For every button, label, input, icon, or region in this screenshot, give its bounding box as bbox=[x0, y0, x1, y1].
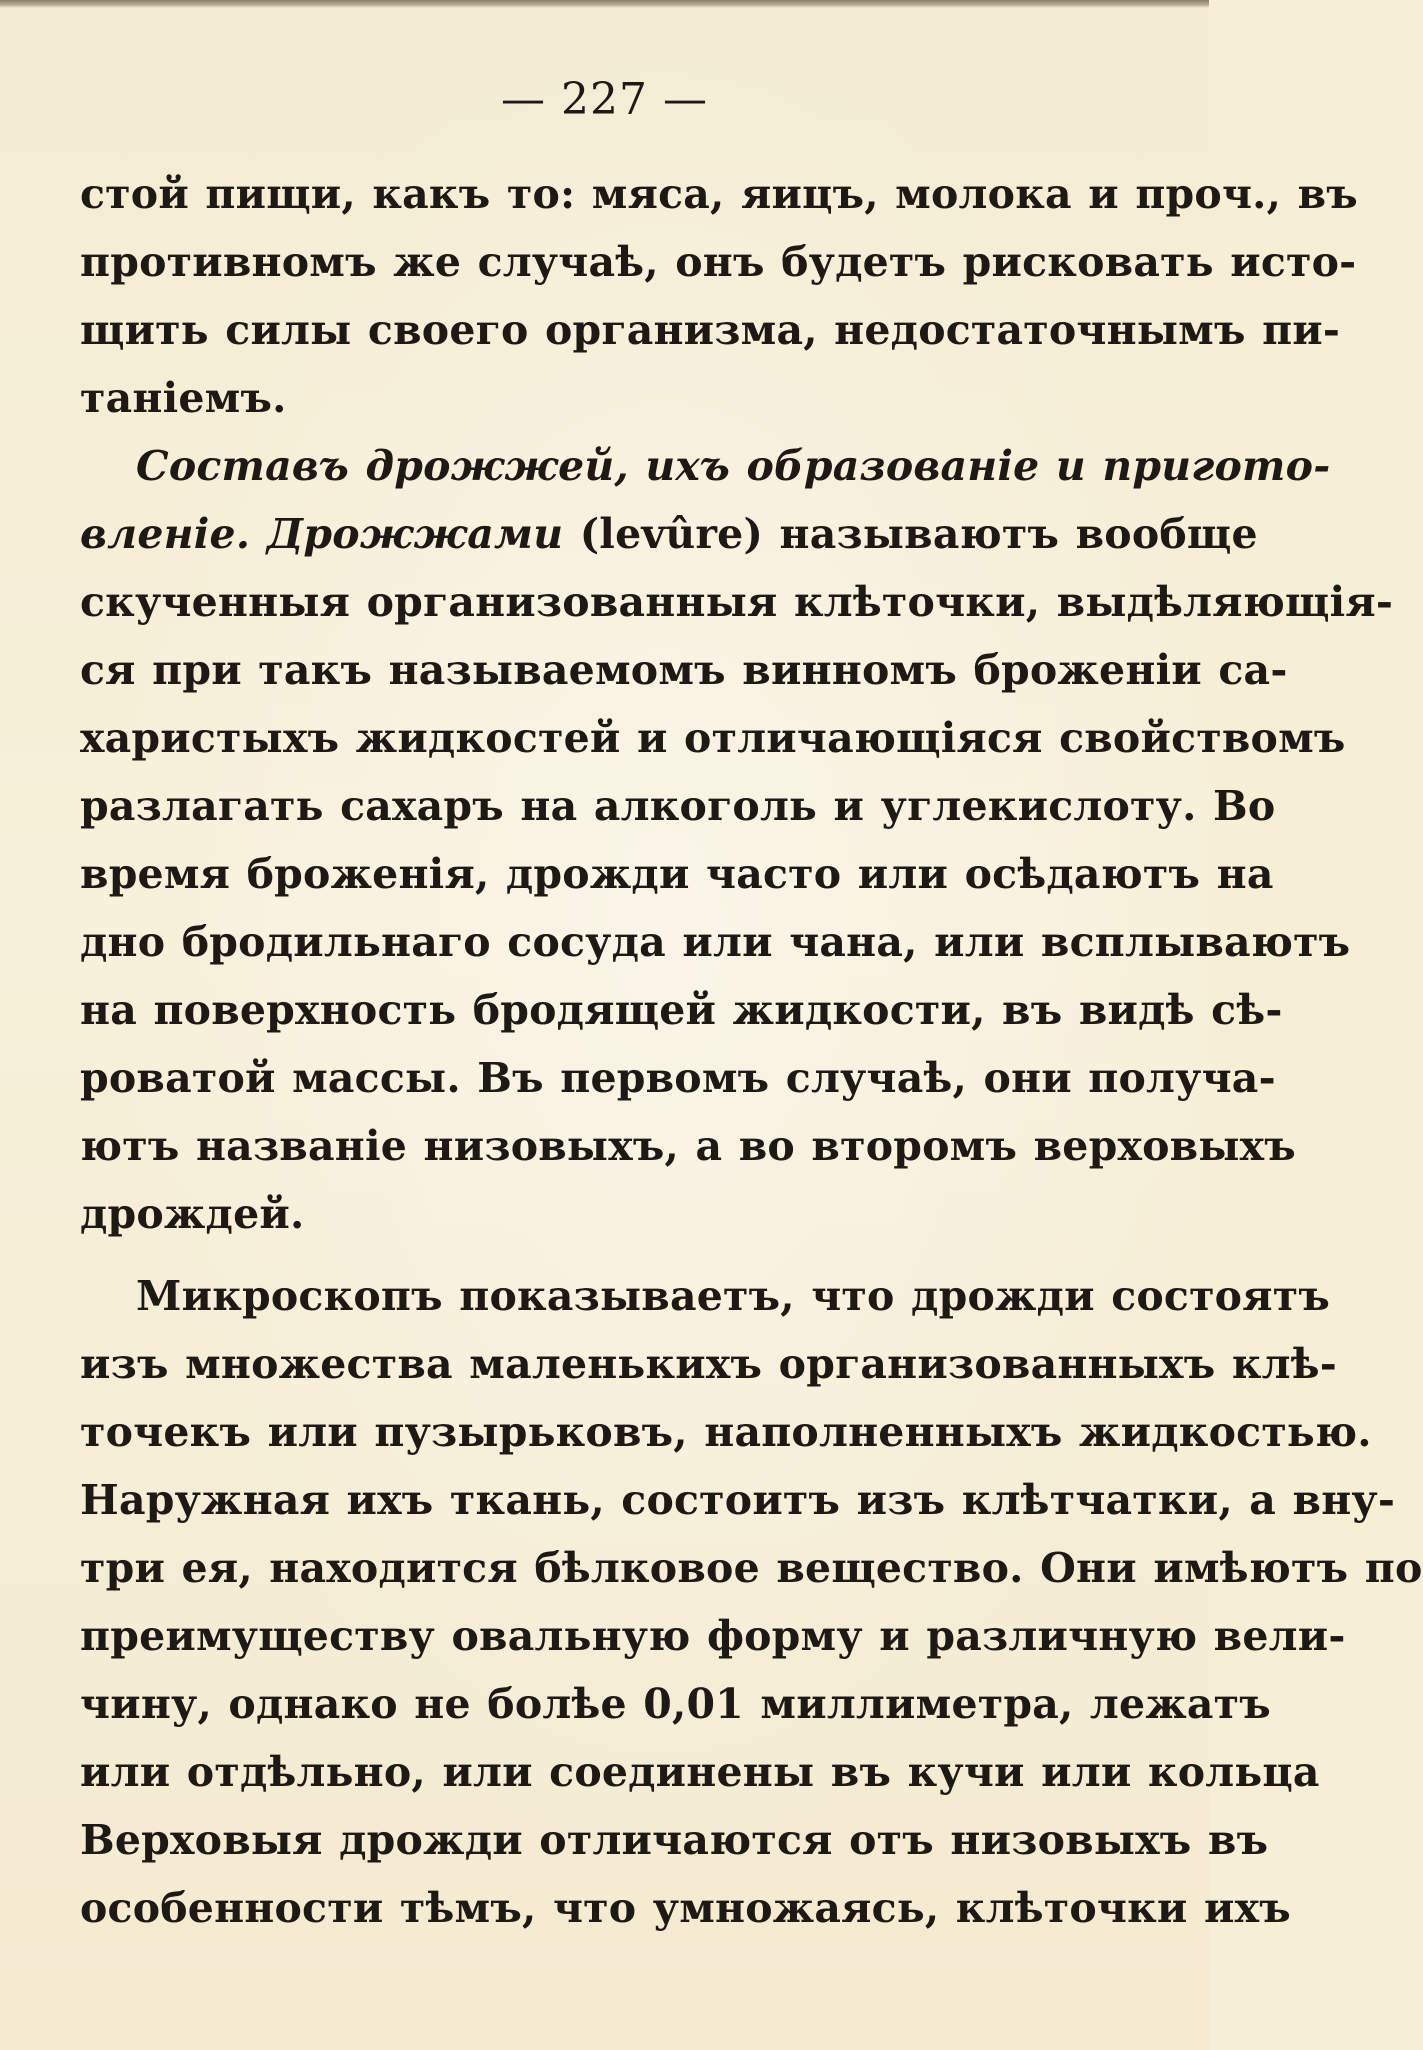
text-line bbox=[80, 500, 1258, 568]
text-line: Микроскопъ показываетъ, что дрожди состоятъ bbox=[136, 1272, 1330, 1320]
text-line: Верховыя дрожди отличаются отъ низовыхъ въ bbox=[80, 1816, 1269, 1864]
section-heading-line bbox=[80, 432, 1331, 500]
top-edge-rule bbox=[0, 0, 1209, 8]
paragraph-2 bbox=[80, 432, 1394, 1248]
body-text bbox=[80, 160, 1423, 1942]
text-line: дно бродильнаго сосуда или чана, или всплываютъ bbox=[80, 918, 1351, 966]
text-line: особенности тѣмъ, что умножаясь, клѣточки ихъ bbox=[80, 1884, 1291, 1932]
text-line: скученныя организованныя клѣточки, выдѣляющія- bbox=[80, 578, 1394, 626]
text-run: (levûre) называютъ вообще bbox=[563, 510, 1258, 558]
text-line: ся при такъ называемомъ винномъ броженіи са- bbox=[80, 646, 1288, 694]
text-line: на поверхность бродящей жидкости, въ видѣ сѣ- bbox=[80, 986, 1283, 1034]
text-line: чину, однако не болѣе 0,01 миллиметра, лежатъ bbox=[80, 1680, 1271, 1728]
text-line: роватой массы. Въ первомъ случаѣ, они получа- bbox=[80, 1054, 1276, 1102]
paragraph-3 bbox=[80, 1262, 1423, 1942]
text-line: или отдѣльно, или соединены въ кучи или кольца bbox=[80, 1748, 1320, 1796]
paragraph-1 bbox=[80, 160, 1358, 432]
text-line: противномъ же случаѣ, онъ будетъ рисковать исто- bbox=[80, 238, 1357, 286]
text-line: таніемъ. bbox=[80, 374, 287, 422]
text-line: разлагать сахаръ на алкоголь и углекислоту. Во bbox=[80, 782, 1276, 830]
text-line: Наружная ихъ ткань, состоитъ изъ клѣтчатки, а вну- bbox=[80, 1476, 1396, 1524]
text-line: дрождей. bbox=[80, 1190, 305, 1238]
page-number: — 227 — bbox=[501, 74, 708, 125]
text-line: харистыхъ жидкостей и отличающіяся свойствомъ bbox=[80, 714, 1346, 762]
text-line: изъ множества маленькихъ организованныхъ клѣ- bbox=[80, 1340, 1337, 1388]
term-emphasis: Дрожжами bbox=[266, 510, 564, 558]
section-heading: Составъ дрожжей, ихъ образованіе и пригото- bbox=[136, 442, 1331, 490]
section-heading-end: вленіе. bbox=[80, 510, 267, 558]
text-line: щить силы своего организма, недостаточнымъ пи- bbox=[80, 306, 1341, 354]
text-line: ютъ названіе низовыхъ, а во второмъ верховыхъ bbox=[80, 1122, 1296, 1170]
text-line: стой пищи, какъ то: мяса, яицъ, молока и проч., въ bbox=[80, 170, 1358, 218]
text-line: точекъ или пузырьковъ, наполненныхъ жидкостью. bbox=[80, 1408, 1372, 1456]
paragraph-gap bbox=[80, 1248, 1120, 1262]
text-line: преимуществу овальную форму и различную вели- bbox=[80, 1612, 1346, 1660]
text-line: три ея, находится бѣлковое вещество. Они имѣютъ по bbox=[80, 1544, 1423, 1592]
text-line: время броженія, дрожди часто или осѣдаютъ на bbox=[80, 850, 1274, 898]
